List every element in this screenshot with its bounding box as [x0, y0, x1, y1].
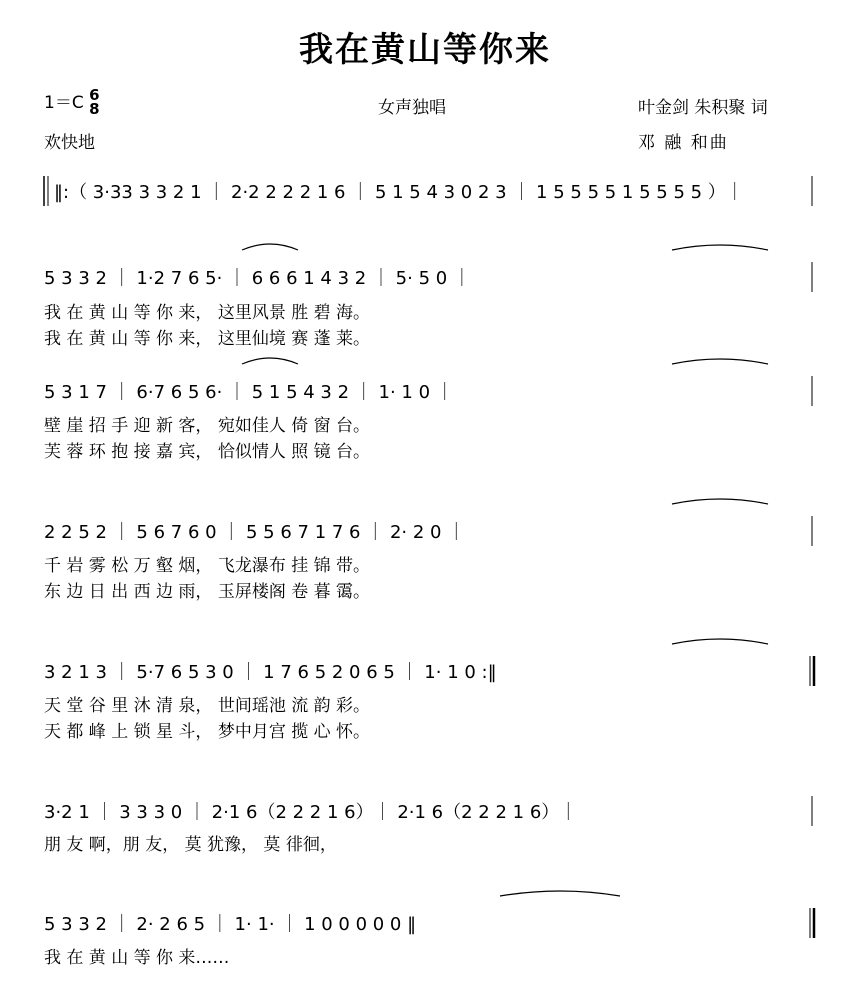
lyrics-row-2-verse-1: 我 在 黄 山 等 你 来， 这里风景 胜 碧 海。 — [44, 303, 371, 323]
score-row-2 — [44, 262, 812, 349]
key-label: 1＝C — [44, 93, 84, 113]
notes-row-4: 2 2 5 2 ｜ 5 6 7 6 0 ｜ 5 5 6 7 1 7 6 ｜ 2· 2 0 ｜ — [44, 522, 466, 543]
score-row-6 — [44, 796, 812, 855]
lyrics-row-3-verse-2: 芙 蓉 环 抱 接 嘉 宾， 恰似情人 照 镜 台。 — [44, 442, 371, 462]
slur-mark — [672, 639, 768, 644]
composer-credit: 邓 融 和曲 — [638, 133, 729, 153]
tempo-marking: 欢快地 — [44, 133, 95, 153]
slur-mark — [672, 245, 768, 250]
notes-row-7: 5 3 3 2 ｜ 2· 2 6 5 ｜ 1· 1· ｜ 1 0 0 0 0 0 ‖ — [44, 914, 417, 935]
slur-mark — [500, 891, 620, 896]
lyricist-credit: 叶金剑 朱积聚 词 — [638, 98, 768, 118]
notes-row-6: 3·2 1 ｜ 3 3 3 0 ｜ 2·1 6（2 2 2 1 6）｜ 2·1 6（2 2 2 1 6）｜ — [44, 802, 578, 823]
lyrics-row-7: 我 在 黄 山 等 你 来…… — [44, 948, 230, 968]
song-title: 我在黄山等你来 — [299, 30, 551, 70]
score-row-7 — [44, 908, 814, 968]
lyrics-row-5-verse-1: 天 堂 谷 里 沐 清 泉， 世间瑶池 流 韵 彩。 — [44, 696, 371, 716]
slur-mark — [242, 244, 298, 250]
slur-mark — [672, 499, 768, 504]
meter-bottom: 8 — [89, 100, 100, 118]
score-row-5 — [44, 656, 814, 742]
slur-mark — [242, 358, 298, 364]
slur-mark — [672, 359, 768, 364]
lyrics-row-4-verse-2: 东 边 日 出 西 边 雨， 玉屏楼阁 卷 暮 霭。 — [44, 582, 371, 602]
lyrics-row-2-verse-2: 我 在 黄 山 等 你 来， 这里仙境 赛 蓬 莱。 — [44, 329, 371, 349]
lyrics-row-6: 朋 友 啊，朋 友， 莫 犹豫， 莫 徘徊， — [44, 835, 337, 855]
score-row-4 — [44, 516, 812, 602]
notes-row-3: 5 3 1 7 ｜ 6·7 6 5 6· ｜ 5 1 5 4 3 2 ｜ 1· 1 0 ｜ — [44, 382, 454, 403]
notes-row-1: ‖:（ 3·33 3 3 2 1 ｜ 2·2 2 2 2 1 6 ｜ 5 1 5 4 3 0 2 3 ｜ 1 5 5 5 5 1 5 5 5 5 ）｜ — [54, 182, 744, 203]
performance-type: 女声独唱 — [378, 98, 446, 118]
score-row-3 — [44, 376, 812, 462]
meter-top: 6 — [89, 86, 100, 104]
score-row-1 — [44, 176, 812, 206]
lyrics-row-4-verse-1: 千 岩 雾 松 万 壑 烟， 飞龙瀑布 挂 锦 带。 — [44, 556, 371, 576]
lyrics-row-5-verse-2: 天 都 峰 上 锁 星 斗， 梦中月宫 揽 心 怀。 — [44, 722, 371, 742]
notes-row-2: 5 3 3 2 ｜ 1·2 7 6 5· ｜ 6 6 6 1 4 3 2 ｜ 5· 5 0 ｜ — [44, 268, 471, 289]
lyrics-row-3-verse-1: 壁 崖 招 手 迎 新 客， 宛如佳人 倚 窗 台。 — [44, 416, 371, 436]
notes-row-5: 3 2 1 3 ｜ 5·7 6 5 3 0 ｜ 1 7 6 5 2 0 6 5 ｜ 1· 1 0 :‖ — [44, 662, 497, 683]
